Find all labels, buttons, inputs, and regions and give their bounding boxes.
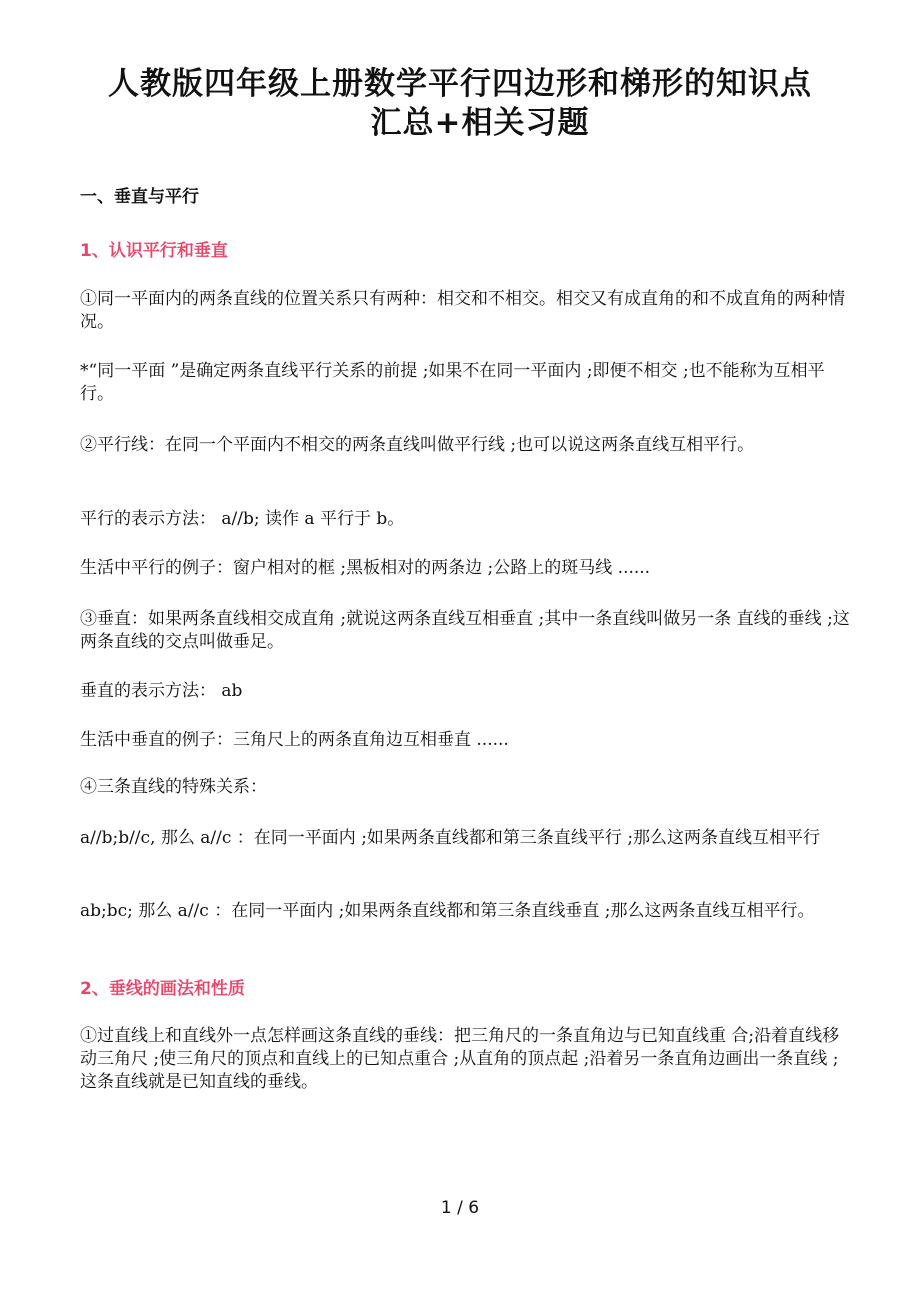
paragraph: 生活中平行的例子：窗户相对的框 ;黑板相对的两条边 ;公路上的斑马线 ...... [80,558,651,578]
paragraph: 垂直的表示方法： ab [80,681,243,701]
subsection-heading-perpendicular-drawing: 2、垂线的画法和性质 [80,979,245,999]
paragraph: ②平行线：在同一个平面内不相交的两条直线叫做平行线 ;也可以说这两条直线互相平行。 [80,435,755,455]
document-title-line2: 汇总+相关习题 [370,105,590,141]
paragraph: ①过直线上和直线外一点怎样画这条直线的垂线：把三角尺的一条直角边与已知直线重 合;沿着直线移动三角尺 ;使三角尺的顶点和直线上的已知点重合 ;从直角的顶点起 ;沿着另一条直角边画出一条直线 ;这条直线就是已知直线的垂线。 [80,1026,840,1092]
paragraph: 生活中垂直的例子：三角尺上的两条直角边互相垂直 ...... [80,730,509,750]
paragraph: 平行的表示方法： a//b; 读作 a 平行于 b。 [80,509,405,529]
section-heading-perpendicular-parallel: 一、垂直与平行 [80,187,199,207]
paragraph: ①同一平面内的两条直线的位置关系只有两种：相交和不相交。相交又有成直角的和不成直角的两种情况。 [80,289,845,332]
paragraph: ab;bc; 那么 a//c ：在同一平面内 ;如果两条直线都和第三条直线垂直 ;那么这两条直线互相平行。 [80,901,815,921]
document-title-line1: 人教版四年级上册数学平行四边形和梯形的知识点 [108,66,812,102]
subsection-heading-recognize: 1、认识平行和垂直 [80,241,228,261]
page-number: 1 / 6 [440,1198,480,1218]
paragraph: ④三条直线的特殊关系： [80,777,267,797]
paragraph: ③垂直：如果两条直线相交成直角 ;就说这两条直线互相垂直 ;其中一条直线叫做另一条 直线的垂线 ;这两条直线的交点叫做垂足。 [80,609,850,652]
paragraph: a//b;b//c, 那么 a//c ：在同一平面内 ;如果两条直线都和第三条直线平行 ;那么这两条直线互相平行 [80,828,821,848]
paragraph: *“同一平面 ”是确定两条直线平行关系的前提 ;如果不在同一平面内 ;即便不相交 ;也不能称为互相平行。 [80,361,825,404]
